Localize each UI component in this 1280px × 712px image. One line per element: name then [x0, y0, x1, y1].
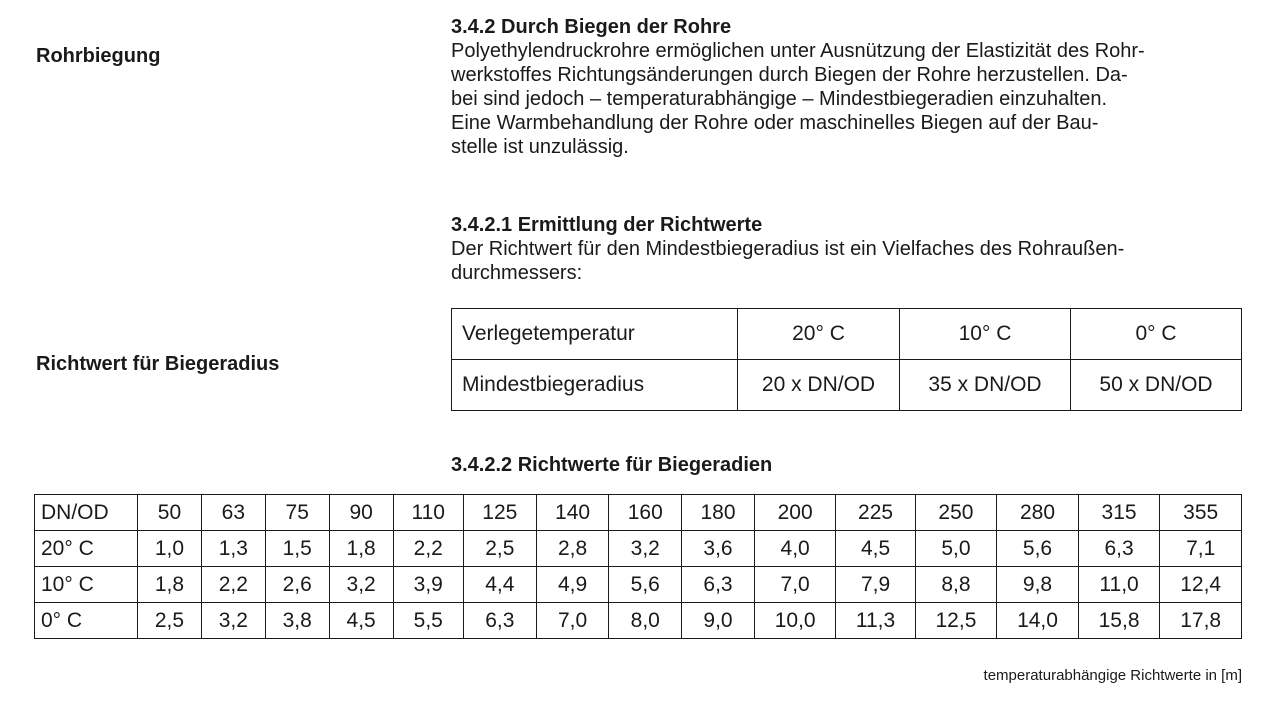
table-cell: 35 x DN/OD [900, 360, 1071, 411]
table-cell: 9,0 [682, 603, 755, 639]
side-heading-richtwert: Richtwert für Biegeradius [36, 353, 280, 375]
table-cell: 2,6 [265, 567, 329, 603]
table-cell: 200 [754, 495, 836, 531]
table-cell: 6,3 [1078, 531, 1160, 567]
table-cell: 225 [836, 495, 915, 531]
table-cell: 12,5 [915, 603, 997, 639]
table-cell: 0° C [1071, 309, 1242, 360]
paragraph-line: durchmessers: [451, 262, 583, 284]
table-cell: 2,5 [463, 531, 536, 567]
row-label-cell: DN/OD [35, 495, 138, 531]
table-cell: 11,3 [836, 603, 915, 639]
table-cell: 3,6 [682, 531, 755, 567]
table-cell: 315 [1078, 495, 1160, 531]
table-cell: 6,3 [682, 567, 755, 603]
row-label-cell: 20° C [35, 531, 138, 567]
footnote: temperaturabhängige Richtwerte in [m] [983, 667, 1242, 684]
radius-table [451, 308, 1242, 411]
table-row [452, 360, 1242, 411]
table-cell: 3,2 [609, 531, 682, 567]
table-cell: 250 [915, 495, 997, 531]
table-cell: 2,2 [201, 567, 265, 603]
table-cell: 12,4 [1160, 567, 1242, 603]
table-cell: 9,8 [997, 567, 1079, 603]
table-cell: 2,5 [138, 603, 202, 639]
paragraph-line: stelle ist unzulässig. [451, 136, 629, 158]
table-cell: 7,9 [836, 567, 915, 603]
table-cell: 10,0 [754, 603, 836, 639]
table-cell: 2,2 [393, 531, 463, 567]
table-cell: 5,6 [609, 567, 682, 603]
table-cell: 75 [265, 495, 329, 531]
table-cell: 1,3 [201, 531, 265, 567]
table-cell: 3,8 [265, 603, 329, 639]
table-cell: 160 [609, 495, 682, 531]
section-3-4-2-title: 3.4.2 Durch Biegen der Rohre [451, 16, 732, 38]
table-cell: 50 [138, 495, 202, 531]
table-cell: 15,8 [1078, 603, 1160, 639]
table-cell: 4,9 [536, 567, 609, 603]
table-cell: 20° C [738, 309, 900, 360]
table-cell: Verlegetemperatur [452, 309, 738, 360]
paragraph-line: Der Richtwert für den Mindestbiegeradius ist ein Vielfaches des Rohraußen- [451, 238, 1125, 260]
table-cell: 4,0 [754, 531, 836, 567]
table-cell: 7,0 [536, 603, 609, 639]
paragraph-line: bei sind jedoch – temperaturabhängige – Mindestbiegeradien einzuhalten. [451, 88, 1108, 110]
table-cell: 7,1 [1160, 531, 1242, 567]
table-cell: 5,0 [915, 531, 997, 567]
table-cell: 2,8 [536, 531, 609, 567]
table-cell: 125 [463, 495, 536, 531]
table-row [35, 531, 1242, 567]
table-cell: 355 [1160, 495, 1242, 531]
table-cell: 10° C [900, 309, 1071, 360]
bending-radius-table [34, 494, 1242, 639]
paragraph-line: werkstoffes Richtungsänderungen durch Biegen der Rohre herzustellen. Da- [451, 64, 1128, 86]
table-row [452, 309, 1242, 360]
table-row [35, 567, 1242, 603]
table-cell: Mindestbiegeradius [452, 360, 738, 411]
section-3-4-2-1 [451, 213, 1242, 285]
table-row [35, 495, 1242, 531]
table-cell: 8,8 [915, 567, 997, 603]
table-cell: 20 x DN/OD [738, 360, 900, 411]
table-cell: 17,8 [1160, 603, 1242, 639]
table-cell: 50 x DN/OD [1071, 360, 1242, 411]
table-cell: 5,5 [393, 603, 463, 639]
table-cell: 1,5 [265, 531, 329, 567]
section-3-4-2-2-title: 3.4.2.2 Richtwerte für Biegeradien [451, 454, 773, 476]
table-cell: 8,0 [609, 603, 682, 639]
table-cell: 3,9 [393, 567, 463, 603]
row-label-cell: 0° C [35, 603, 138, 639]
table-cell: 6,3 [463, 603, 536, 639]
table-cell: 4,5 [329, 603, 393, 639]
table-row [35, 603, 1242, 639]
table-cell: 110 [393, 495, 463, 531]
table-cell: 5,6 [997, 531, 1079, 567]
table-cell: 90 [329, 495, 393, 531]
table-cell: 1,0 [138, 531, 202, 567]
table-cell: 4,5 [836, 531, 915, 567]
table-cell: 7,0 [754, 567, 836, 603]
table-cell: 140 [536, 495, 609, 531]
table-cell: 280 [997, 495, 1079, 531]
section-3-4-2-2 [451, 453, 1242, 477]
table-cell: 1,8 [138, 567, 202, 603]
table-cell: 3,2 [201, 603, 265, 639]
table-cell: 14,0 [997, 603, 1079, 639]
section-3-4-2 [451, 15, 1242, 159]
table-cell: 3,2 [329, 567, 393, 603]
row-label-cell: 10° C [35, 567, 138, 603]
table-cell: 11,0 [1078, 567, 1160, 603]
section-3-4-2-text [451, 39, 1242, 159]
paragraph-line: Polyethylendruckrohre ermöglichen unter Ausnützung der Elastizität des Rohr- [451, 40, 1145, 62]
table-cell: 63 [201, 495, 265, 531]
table-cell: 1,8 [329, 531, 393, 567]
section-3-4-2-1-title: 3.4.2.1 Ermittlung der Richtwerte [451, 214, 763, 236]
table-cell: 4,4 [463, 567, 536, 603]
table-cell: 180 [682, 495, 755, 531]
paragraph-line: Eine Warmbehandlung der Rohre oder maschinelles Biegen auf der Bau- [451, 112, 1099, 134]
side-heading-rohrbiegung: Rohrbiegung [36, 45, 161, 67]
